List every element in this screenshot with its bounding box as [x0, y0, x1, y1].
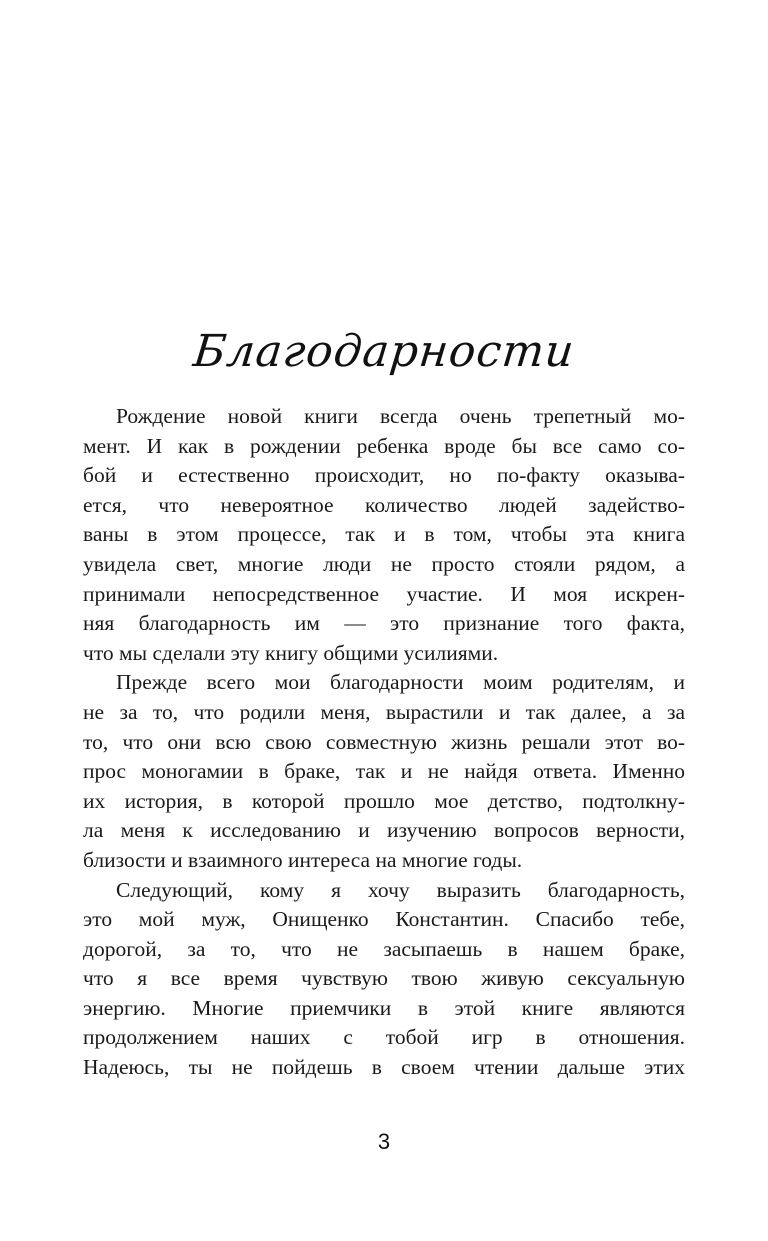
text-line: их история, в которой прошло мое детство, подтолкну-	[83, 788, 685, 813]
chapter-title: Благодарности	[190, 326, 578, 377]
text-line: что мы сделали эту книгу общими усилиями.	[83, 640, 499, 665]
body-text	[83, 402, 685, 1083]
text-line: мент. И как в рождении ребенка вроде бы все само со-	[83, 433, 685, 458]
text-line: Прежде всего мои благодарности моим родителям, и	[116, 670, 685, 695]
text-line: продолжением наших с тобой игр в отношения.	[83, 1025, 685, 1050]
text-line: бой и естественно происходит, но по-факту оказыва-	[83, 463, 685, 488]
text-line: увидела свет, многие люди не просто стояли рядом, а	[83, 551, 685, 576]
text-line: няя благодарность им — это признание того факта,	[83, 611, 685, 636]
text-line: Рождение новой книги всегда очень трепетный мо-	[116, 404, 685, 428]
text-line: Следующий, кому я хочу выразить благодарность,	[116, 877, 685, 902]
text-line: энергию. Многие приемчики в этой книге являются	[83, 995, 685, 1020]
text-line: дорогой, за то, что не засыпаешь в нашем браке,	[83, 936, 685, 961]
text-line: близости и взаимного интереса на многие годы.	[83, 847, 523, 872]
text-line: ется, что невероятное количество людей задейство-	[83, 492, 685, 517]
text-line: то, что они всю свою совместную жизнь решали этот во-	[83, 729, 685, 754]
text-line: принимали непосредственное участие. И моя искрен-	[83, 581, 685, 606]
text-line: Надеюсь, ты не пойдешь в своем чтении дальше этих	[83, 1055, 685, 1080]
text-line: не за то, что родили меня, вырастили и так далее, а за	[83, 699, 685, 724]
text-line: что я все время чувствую твою живую сексуальную	[83, 966, 685, 991]
page-number: 3	[377, 1129, 391, 1154]
text-line: это мой муж, Онищенко Константин. Спасибо тебе,	[83, 907, 685, 932]
text-line: ваны в этом процессе, так и в том, чтобы эта книга	[83, 522, 685, 547]
text-line: ла меня к исследованию и изучению вопросов верности,	[83, 818, 685, 843]
text-line: прос моногамии в браке, так и не найдя ответа. Именно	[83, 759, 685, 784]
